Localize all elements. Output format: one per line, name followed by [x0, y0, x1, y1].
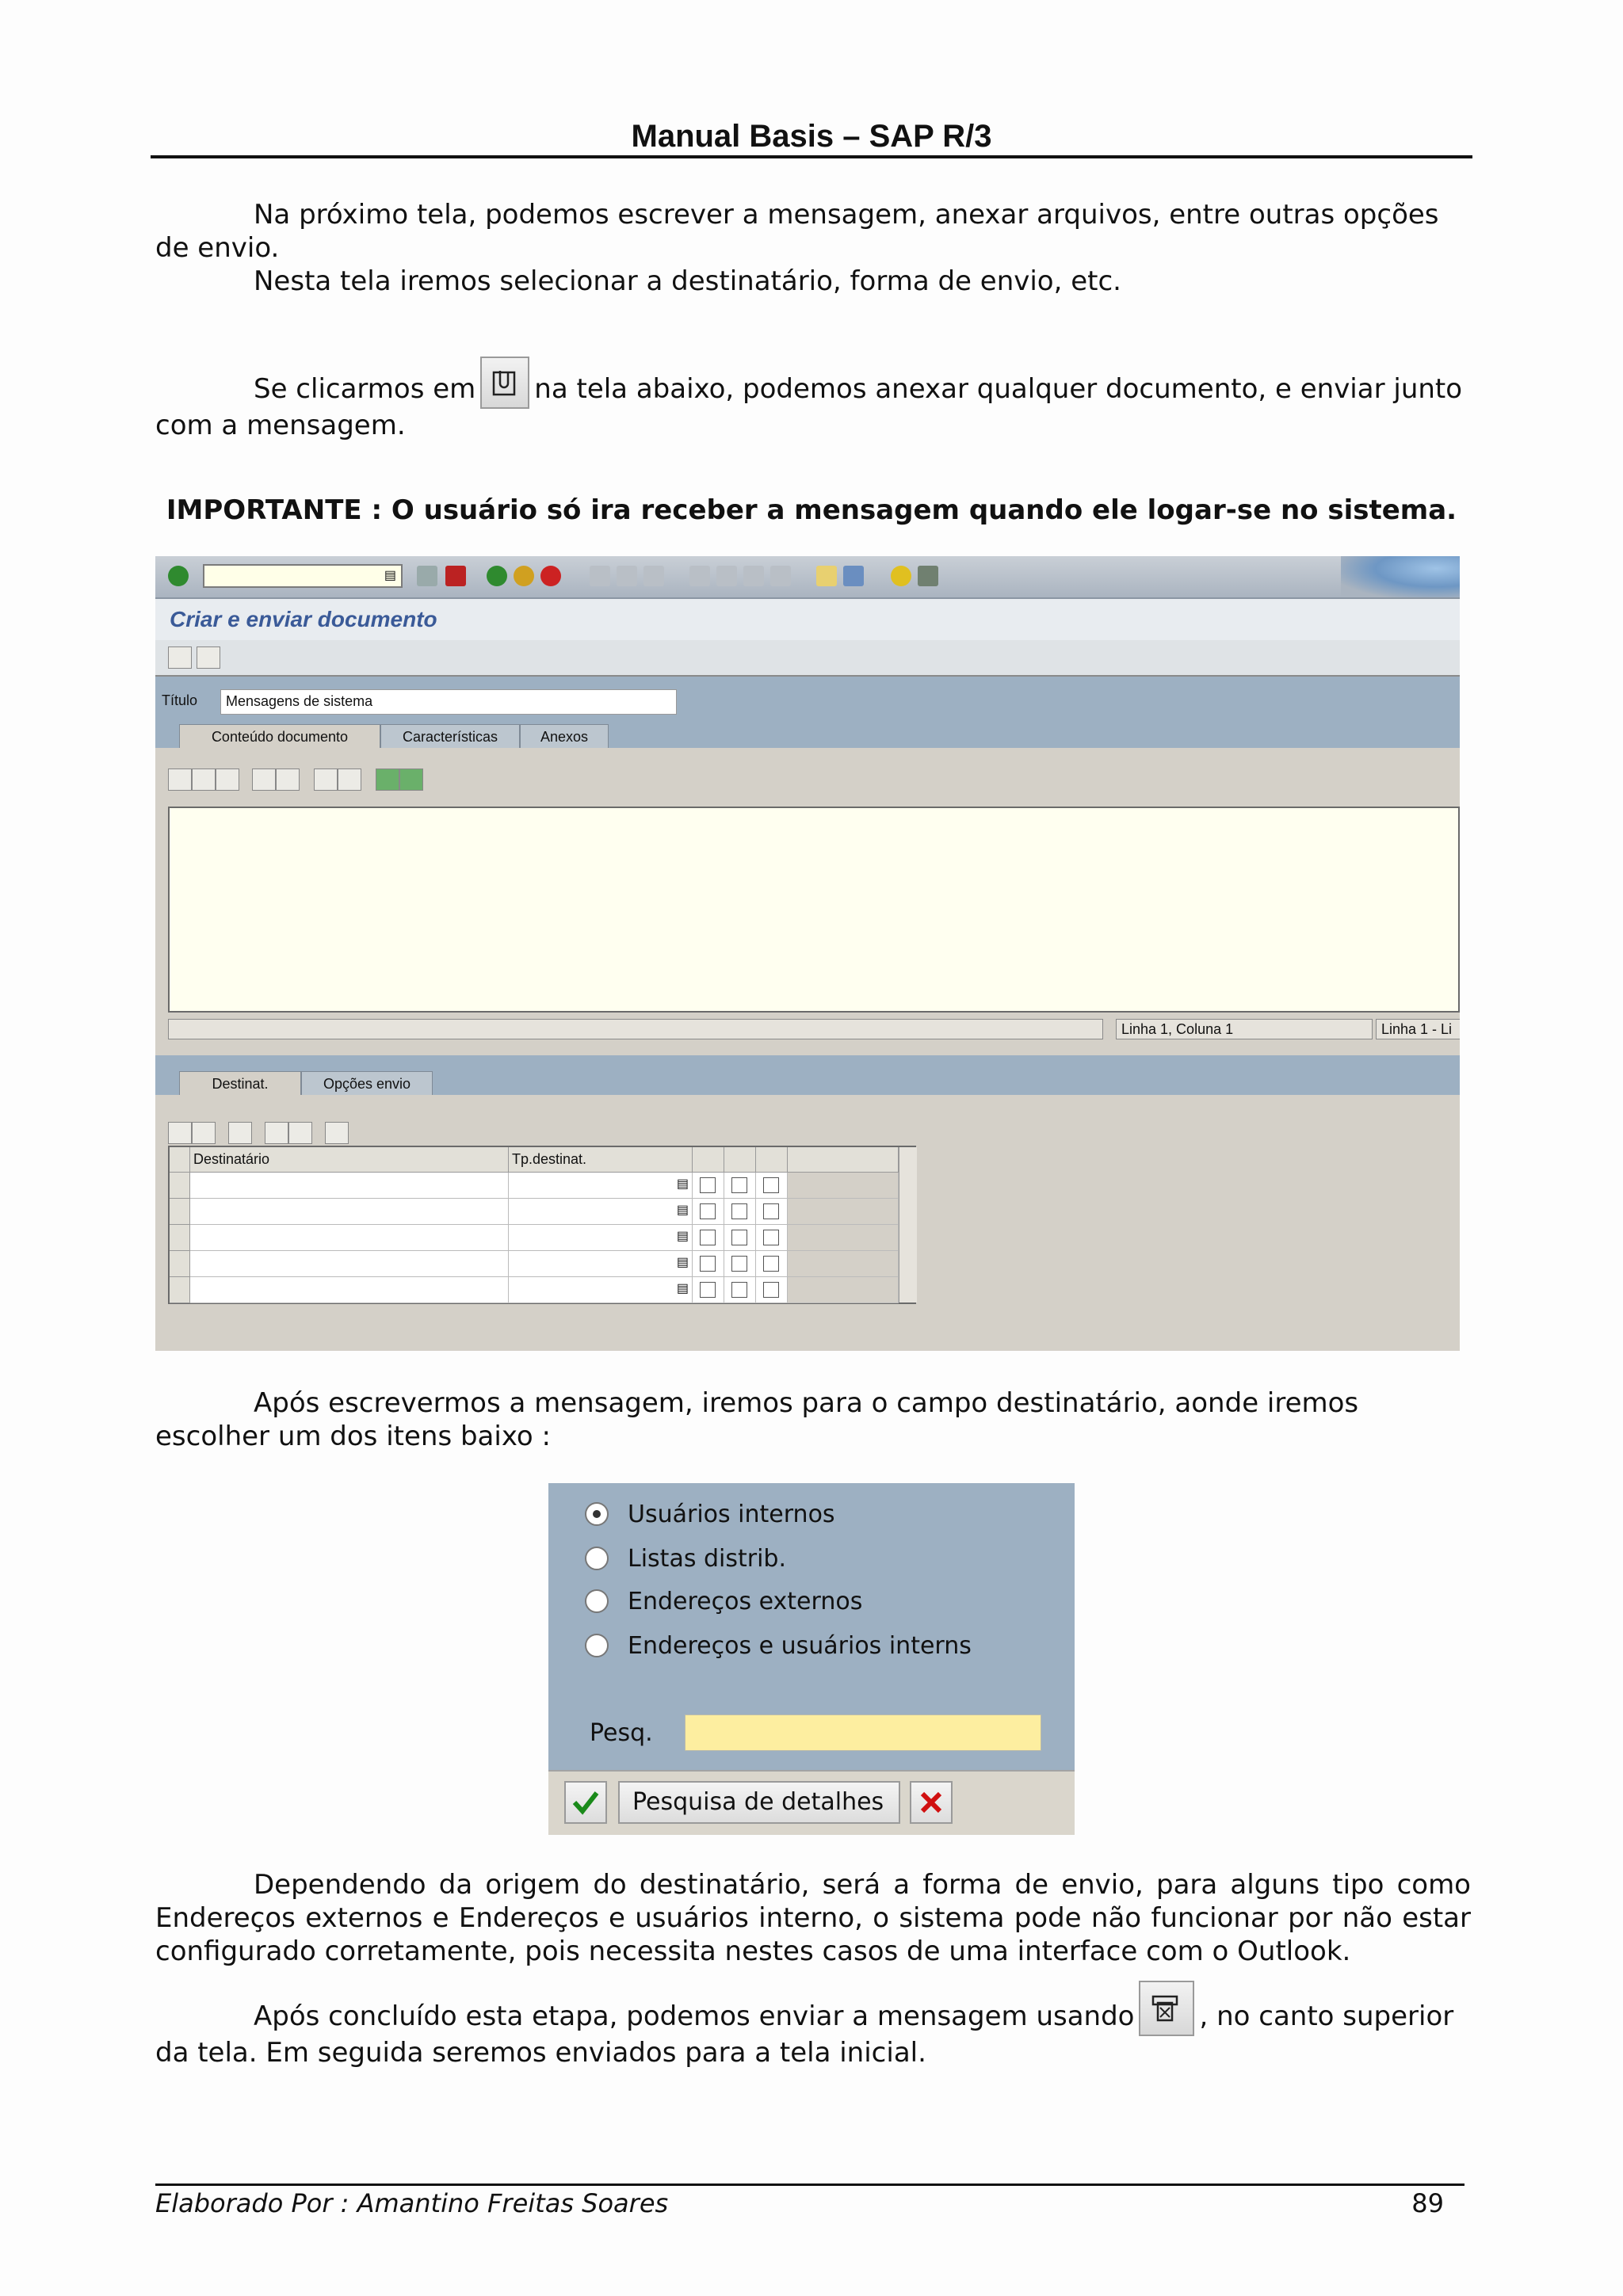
- paragraph-6: [155, 1981, 1471, 2069]
- flag-cell: [693, 1225, 724, 1251]
- radio-usuarios-internos[interactable]: [585, 1502, 609, 1526]
- search-input[interactable]: [685, 1714, 1041, 1751]
- page-header-title: Manual Basis – SAP R/3: [631, 119, 992, 154]
- value-help-icon[interactable]: ▤: [676, 1203, 689, 1217]
- org-remove-icon[interactable]: [288, 1122, 312, 1144]
- paragraph-5-text: Dependendo da origem do destinatário, será a forma de envio, para alguns tipo como Endereços externos e Endereços e usuários interno, o sistema pode não funcionar por não estar configurado corretamente, pois necessita nestes casos de uma interface com o Outlook.: [155, 1869, 1471, 1967]
- paragraph-2-text: Nesta tela iremos selecionar a destinatário, forma de envio, etc.: [254, 265, 1121, 297]
- layout-menu-icon[interactable]: [918, 566, 938, 586]
- sap-system-toolbar: [155, 556, 1460, 599]
- recipient-cell[interactable]: [190, 1277, 509, 1303]
- radio-enderecos-usuarios[interactable]: [585, 1634, 609, 1657]
- row-selector[interactable]: [170, 1199, 190, 1225]
- recipient-type-cell[interactable]: [509, 1251, 693, 1277]
- enter-icon[interactable]: [168, 566, 189, 586]
- export-icon[interactable]: [399, 769, 423, 791]
- flag-cell: [724, 1199, 756, 1225]
- flag-cell: [724, 1251, 756, 1277]
- last-page-icon[interactable]: [770, 566, 791, 586]
- header-rule: [151, 155, 1472, 158]
- tab-opcoes-envio[interactable]: Opções envio: [301, 1071, 433, 1095]
- paste-icon[interactable]: [216, 769, 239, 791]
- recipient-type-cell[interactable]: [509, 1225, 693, 1251]
- search-text-icon[interactable]: [314, 769, 338, 791]
- recipient-table: [168, 1146, 916, 1304]
- paragraph-5: [155, 1868, 1471, 1968]
- footer-author: Elaborado Por : Amantino Freitas Soares: [155, 2188, 669, 2218]
- page-number: 89: [1411, 2188, 1444, 2218]
- sap-create-document-screen: [155, 556, 1460, 1351]
- value-help-icon[interactable]: ▤: [676, 1256, 689, 1269]
- detail-search-button[interactable]: Pesquisa de detalhes: [618, 1781, 900, 1824]
- search-label: Pesq.: [590, 1719, 653, 1747]
- row-selector[interactable]: [170, 1225, 190, 1251]
- express-checkbox[interactable]: [700, 1230, 716, 1245]
- tab-conteudo-documento[interactable]: Conteúdo documento: [179, 724, 380, 748]
- recipient-type-popup: [548, 1483, 1075, 1833]
- flag-cell: [756, 1277, 788, 1303]
- empty-cell: [788, 1251, 899, 1277]
- recipient-type-cell[interactable]: [509, 1199, 693, 1225]
- undo-icon[interactable]: [252, 769, 276, 791]
- express-checkbox[interactable]: [700, 1177, 716, 1193]
- title-input[interactable]: Mensagens de sistema: [220, 689, 677, 715]
- column-header-tp-destinat[interactable]: Tp.destinat.: [509, 1147, 693, 1173]
- express-checkbox[interactable]: [700, 1282, 716, 1298]
- table-corner: [170, 1147, 190, 1173]
- recipient-tab-band: [155, 1055, 1460, 1095]
- command-field[interactable]: [203, 564, 403, 588]
- blind-copy-checkbox[interactable]: [763, 1230, 779, 1245]
- flag-cell: [724, 1173, 756, 1199]
- paragraph-4-text: Após escrevermos a mensagem, iremos para o campo destinatário, aonde iremos escolher um dos itens baixo :: [155, 1387, 1359, 1452]
- value-help-icon[interactable]: ▤: [676, 1177, 689, 1191]
- find-next-icon[interactable]: [643, 566, 664, 586]
- flag-cell: [724, 1277, 756, 1303]
- redo-icon[interactable]: [276, 769, 300, 791]
- empty-cell: [788, 1225, 899, 1251]
- back-icon[interactable]: [487, 566, 507, 586]
- cancel-button[interactable]: [910, 1781, 953, 1824]
- previous-page-icon[interactable]: [716, 566, 737, 586]
- row-selector[interactable]: [170, 1277, 190, 1303]
- table-row[interactable]: [170, 1173, 899, 1199]
- flag-cell: [756, 1173, 788, 1199]
- blind-copy-checkbox[interactable]: [763, 1177, 779, 1193]
- org-add-icon[interactable]: [265, 1122, 288, 1144]
- close-icon: [915, 1787, 947, 1818]
- flag-cell: [724, 1225, 756, 1251]
- exit-icon[interactable]: [514, 566, 534, 586]
- important-note: IMPORTANTE : O usuário só ira receber a mensagem quando ele logar-se no sistema.: [166, 494, 1457, 526]
- radio-listas-distrib[interactable]: [585, 1547, 609, 1570]
- save-icon[interactable]: [445, 566, 466, 586]
- paragraph-1: [155, 198, 1471, 265]
- flag-cell: [693, 1251, 724, 1277]
- command-field-dropdown-icon[interactable]: ▤: [384, 569, 396, 582]
- send-document-icon: [1139, 1981, 1194, 2036]
- tab-anexos[interactable]: Anexos: [520, 724, 609, 748]
- radio-label-1: Listas distrib.: [628, 1545, 787, 1573]
- recipient-type-cell[interactable]: [509, 1277, 693, 1303]
- value-help-icon[interactable]: ▤: [676, 1230, 689, 1243]
- paragraph-6-text-a: Após concluído esta etapa, podemos enviar a mensagem usando: [254, 2000, 1135, 2032]
- copy-checkbox[interactable]: [731, 1256, 747, 1272]
- back-arrow-small-icon[interactable]: [417, 566, 437, 586]
- column-header-copy-icon[interactable]: [724, 1147, 756, 1173]
- document-header-area: [155, 677, 1460, 748]
- flag-cell: [693, 1277, 724, 1303]
- editor-status-lines: Linha 1 - Li: [1376, 1019, 1460, 1039]
- blind-copy-checkbox[interactable]: [763, 1203, 779, 1219]
- radio-label-0: Usuários internos: [628, 1501, 835, 1528]
- column-header-lock-icon[interactable]: [756, 1147, 788, 1173]
- row-selector[interactable]: [170, 1251, 190, 1277]
- table-row[interactable]: [170, 1277, 899, 1303]
- recipient-details-icon[interactable]: [325, 1122, 349, 1144]
- empty-cell: [788, 1199, 899, 1225]
- title-label: Título: [162, 692, 198, 708]
- express-checkbox[interactable]: [700, 1203, 716, 1219]
- copy-icon[interactable]: [192, 769, 216, 791]
- recipient-cell[interactable]: [190, 1225, 509, 1251]
- column-header-express-icon[interactable]: [693, 1147, 724, 1173]
- first-page-icon[interactable]: [689, 566, 710, 586]
- screen-title: Criar e enviar documento: [170, 607, 437, 631]
- express-checkbox[interactable]: [700, 1256, 716, 1272]
- radio-label-3: Endereços e usuários interns: [628, 1632, 972, 1660]
- copy-checkbox[interactable]: [731, 1230, 747, 1245]
- insert-row-icon[interactable]: [168, 1122, 192, 1144]
- message-text-editor[interactable]: [168, 807, 1460, 1013]
- confirm-button[interactable]: [564, 1781, 607, 1824]
- checkmark-icon: [570, 1787, 601, 1818]
- radio-enderecos-externos[interactable]: [585, 1589, 609, 1613]
- value-help-icon[interactable]: ▤: [676, 1282, 689, 1295]
- column-header-blank: [788, 1147, 899, 1173]
- paragraph-6-text-b: , no canto superior da tela. Em seguida seremos enviados para a tela inicial.: [155, 2000, 1454, 2069]
- empty-cell: [788, 1277, 899, 1303]
- editor-status-left: [168, 1019, 1103, 1039]
- paragraph-3: [155, 357, 1471, 442]
- recipient-type-options: [548, 1483, 1075, 1770]
- help-icon[interactable]: [891, 566, 911, 586]
- copy-checkbox[interactable]: [731, 1282, 747, 1298]
- attach-document-icon: [480, 357, 529, 409]
- table-row[interactable]: [170, 1225, 899, 1251]
- empty-cell: [788, 1173, 899, 1199]
- recipient-cell[interactable]: [190, 1251, 509, 1277]
- flag-cell: [756, 1225, 788, 1251]
- recipient-type-cell[interactable]: [509, 1173, 693, 1199]
- print-icon[interactable]: [590, 566, 610, 586]
- tab-caracteristicas[interactable]: Características: [380, 724, 520, 748]
- table-scrollbar[interactable]: [899, 1147, 917, 1302]
- copy-checkbox[interactable]: [731, 1203, 747, 1219]
- table-row[interactable]: [170, 1251, 899, 1277]
- import-icon[interactable]: [376, 769, 399, 791]
- next-page-icon[interactable]: [743, 566, 764, 586]
- popup-button-bar: [548, 1770, 1075, 1835]
- attach-icon[interactable]: [197, 646, 220, 669]
- footer-rule: [155, 2183, 1465, 2186]
- search-replace-icon[interactable]: [338, 769, 361, 791]
- paragraph-3-text-b: na tela abaixo, podemos anexar qualquer documento, e enviar junto com a mensagem.: [155, 373, 1463, 441]
- flag-cell: [693, 1199, 724, 1225]
- application-toolbar: [155, 640, 1460, 677]
- row-selector[interactable]: [170, 1173, 190, 1199]
- create-session-icon[interactable]: [816, 566, 837, 586]
- flag-cell: [693, 1173, 724, 1199]
- delete-row-icon[interactable]: [192, 1122, 216, 1144]
- paragraph-1-text: Na próximo tela, podemos escrever a mensagem, anexar arquivos, entre outras opções de envio.: [155, 199, 1439, 264]
- column-header-destinatario[interactable]: Destinatário: [190, 1147, 509, 1173]
- cut-icon[interactable]: [168, 769, 192, 791]
- cancel-icon[interactable]: [540, 566, 561, 586]
- table-row[interactable]: [170, 1199, 899, 1225]
- radio-label-2: Endereços externos: [628, 1588, 863, 1615]
- copy-checkbox[interactable]: [731, 1177, 747, 1193]
- blind-copy-checkbox[interactable]: [763, 1282, 779, 1298]
- editor-status-position: Linha 1, Coluna 1: [1116, 1019, 1373, 1039]
- distribution-list-icon[interactable]: [228, 1122, 252, 1144]
- send-icon[interactable]: [168, 646, 192, 669]
- recipient-cell[interactable]: [190, 1199, 509, 1225]
- flag-cell: [756, 1199, 788, 1225]
- flag-cell: [756, 1251, 788, 1277]
- paragraph-4: [155, 1386, 1471, 1453]
- paragraph-2: [155, 265, 1471, 298]
- blind-copy-checkbox[interactable]: [763, 1256, 779, 1272]
- recipient-cell[interactable]: [190, 1173, 509, 1199]
- sap-logo-wave: [1341, 556, 1460, 597]
- tab-destinatarios[interactable]: Destinat.: [179, 1071, 301, 1095]
- find-icon[interactable]: [617, 566, 637, 586]
- screen-title-bar: [155, 599, 1460, 640]
- paragraph-3-text-a: Se clicarmos em: [254, 373, 476, 405]
- shortcut-icon[interactable]: [843, 566, 864, 586]
